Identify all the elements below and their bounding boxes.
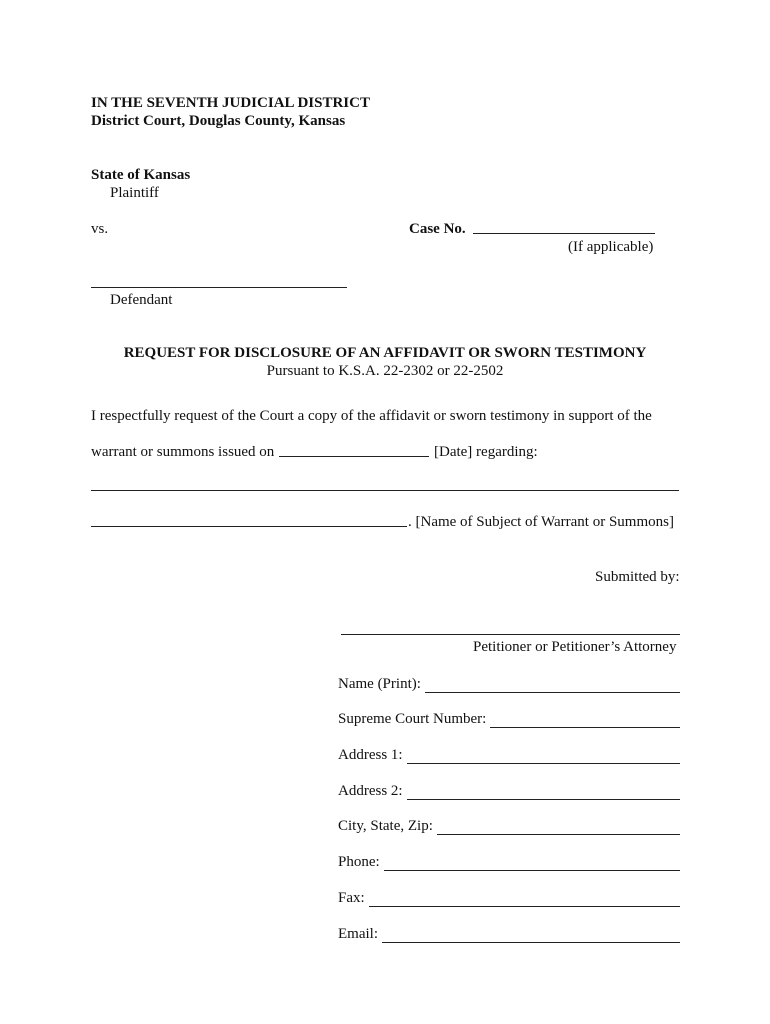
fax-label: Fax: <box>338 890 365 906</box>
request-text-line2-prefix: warrant or summons issued on <box>91 444 275 460</box>
address2-label: Address 2: <box>338 783 403 799</box>
supreme-court-number-row <box>338 710 680 728</box>
city-state-zip-row <box>338 817 680 835</box>
signer-label: Petitioner or Petitioner’s Attorney <box>473 639 677 655</box>
supreme-court-number-label: Supreme Court Number: <box>338 711 487 727</box>
subject-field-line1[interactable] <box>91 490 679 491</box>
supreme-court-number-field[interactable] <box>490 713 680 728</box>
plaintiff-name: State of Kansas <box>91 167 191 183</box>
city-state-zip-label: City, State, Zip: <box>338 818 433 834</box>
plaintiff-label: Plaintiff <box>110 185 159 201</box>
defendant-label: Defendant <box>110 292 173 308</box>
subject-field-line2[interactable] <box>91 526 407 527</box>
case-number-note: (If applicable) <box>568 239 654 255</box>
court-name-line2: District Court, Douglas County, Kansas <box>91 113 346 129</box>
address1-row <box>338 746 680 764</box>
fax-row <box>338 889 680 907</box>
case-number-field[interactable] <box>473 233 655 234</box>
name-print-row <box>338 675 680 693</box>
phone-label: Phone: <box>338 854 380 870</box>
document-title: REQUEST FOR DISCLOSURE OF AN AFFIDAVIT OR SWORN TESTIMONY <box>123 345 647 361</box>
document-subtitle: Pursuant to K.S.A. 22-2302 or 22-2502 <box>266 363 504 379</box>
signature-field[interactable] <box>341 634 680 635</box>
request-text-line1: I respectfully request of the Court a copy of the affidavit or sworn testimony in support of the <box>91 408 652 424</box>
fax-field[interactable] <box>369 892 680 907</box>
email-label: Email: <box>338 926 378 942</box>
address1-label: Address 1: <box>338 747 403 763</box>
address2-field[interactable] <box>407 785 680 800</box>
phone-field[interactable] <box>384 856 680 871</box>
issue-date-field[interactable] <box>279 456 429 457</box>
name-print-label: Name (Print): <box>338 676 421 692</box>
case-number-label: Case No. <box>409 221 466 237</box>
versus-label: vs. <box>91 221 109 237</box>
court-name-line1: IN THE SEVENTH JUDICIAL DISTRICT <box>91 95 370 111</box>
phone-row <box>338 853 680 871</box>
city-state-zip-field[interactable] <box>437 820 680 835</box>
email-field[interactable] <box>382 928 680 943</box>
email-row <box>338 925 680 943</box>
name-print-field[interactable] <box>425 678 680 693</box>
request-text-line2-suffix: [Date] regarding: <box>434 444 538 460</box>
defendant-name-field[interactable] <box>91 287 347 288</box>
address1-field[interactable] <box>407 749 680 764</box>
address2-row <box>338 782 680 800</box>
subject-label: . [Name of Subject of Warrant or Summons] <box>408 514 674 530</box>
submitted-by-label: Submitted by: <box>595 569 680 585</box>
